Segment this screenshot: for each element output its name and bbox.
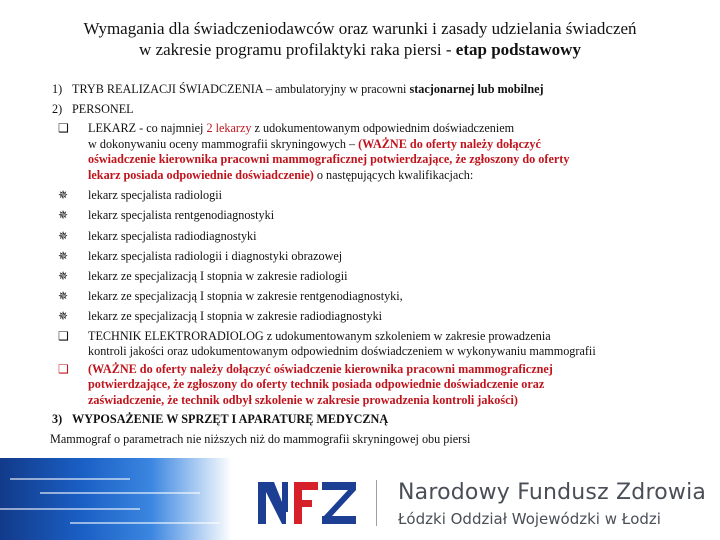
- checkbox-bullet-icon: ❑: [58, 361, 69, 376]
- star-bullet-icon: ✵: [58, 269, 69, 283]
- section-3-text: Mammograf o parametrach nie niższych niż do mammografii skryningowej obu piersi: [50, 431, 471, 446]
- qualification-text: lekarz specjalista radiodiagnostyki: [88, 228, 257, 243]
- section-3: [52, 410, 702, 430]
- qualification-text: lekarz ze specjalizacją I stopnia w zakresie radiologii: [88, 269, 348, 283]
- technik-note-line-3: zaświadczenie, że technik odbył szkolenie w zakresie prowadzenia kontroli jakości): [88, 392, 518, 407]
- qualification-item: [52, 205, 702, 225]
- qualification-text: lekarz specjalista radiologii: [88, 188, 223, 203]
- star-bullet-icon: ✵: [58, 289, 69, 304]
- technik-note-line-1: (WAŻNE do oferty należy dołączyć oświadczenie kierownika pracowni mammograficznej: [88, 361, 553, 376]
- section-3-number: 3): [52, 412, 63, 427]
- qualification-text: lekarz specjalista radiologii i diagnostyki obrazowej: [88, 248, 343, 263]
- star-bullet-icon: ✵: [58, 208, 69, 223]
- section-1-emphasis: stacjonarnej lub mobilnej: [409, 82, 544, 96]
- qualification-item: [52, 286, 702, 306]
- section-1-text: – ambulatoryjny w pracowni: [262, 82, 410, 96]
- lekarz-item: [52, 121, 702, 183]
- lekarz-note-a: (WAŻNE do oferty należy dołączyć: [358, 136, 541, 151]
- star-bullet-icon: ✵: [58, 309, 69, 324]
- qualification-item: [52, 185, 702, 205]
- lekarz-label: LEKARZ: [88, 121, 137, 136]
- section-2: [52, 100, 702, 120]
- star-bullet-icon: ✵: [58, 188, 69, 203]
- organization-branch: Łódzki Oddział Wojewódzki w Łodzi: [398, 510, 661, 528]
- nfz-logo-n: [258, 482, 288, 524]
- section-1-number: 1): [52, 82, 63, 96]
- lekarz-post: z udokumentowanym odpowiednim doświadczeniem: [251, 121, 515, 136]
- lekarz-tail: o następujących kwalifikacjach:: [313, 167, 474, 182]
- lekarz-line-1: [88, 121, 702, 137]
- section-1-label: TRYB REALIZACJI ŚWIADCZENIA: [72, 82, 263, 96]
- lekarz-pre: - co najmniej: [136, 121, 207, 136]
- page-title: [20, 18, 700, 60]
- section-3-label: WYPOSAŻENIE W SPRZĘT I APARATURĘ MEDYCZNĄ: [72, 412, 389, 427]
- title-line-1: Wymagania dla świadczeniodawców oraz warunki i zasady udzielania świadczeń: [83, 19, 637, 38]
- lekarz-count: 2 lekarzy: [206, 121, 252, 136]
- section-2-number: 2): [52, 101, 63, 116]
- qualification-text: lekarz ze specjalizacją I stopnia w zakresie radiodiagnostyki: [88, 309, 383, 324]
- technik-text-2: kontroli jakości oraz udokumentowanym odpowiednim doświadczeniem w wykonywaniu mammografii: [88, 344, 596, 359]
- nfz-logo-f: [294, 482, 318, 524]
- lekarz-note-b: oświadczenie kierownika pracowni mammograficznej potwierdzające, że zgłoszony do oferty: [88, 152, 570, 167]
- nfz-logo: [256, 478, 360, 528]
- technik-line-1: [88, 329, 702, 345]
- title-line-2-text: w zakresie programu profilaktyki raka piersi -: [139, 40, 456, 59]
- requirements-list: [52, 80, 702, 449]
- title-line-2-bold: etap podstawowy: [455, 40, 581, 59]
- technik-note-item: [52, 362, 702, 409]
- qualification-text: lekarz ze specjalizacją I stopnia w zakresie rentgenodiagnostyki,: [88, 289, 403, 304]
- qualification-item: [52, 306, 702, 326]
- technik-item: [52, 329, 702, 360]
- qualification-item: [52, 226, 702, 246]
- footer-decorative-image: [0, 458, 232, 540]
- footer-divider: [376, 480, 377, 526]
- lekarz-line-2: [88, 137, 702, 153]
- checkbox-bullet-icon: ❑: [58, 121, 69, 136]
- star-bullet-icon: ✵: [58, 228, 69, 243]
- section-1: [52, 80, 702, 100]
- nfz-logo-z: [322, 482, 356, 524]
- organization-name: Narodowy Fundusz Zdrowia: [398, 480, 707, 505]
- section-2-label: PERSONEL: [72, 101, 134, 116]
- lekarz-line-4: [88, 168, 702, 184]
- qualification-text: lekarz specjalista rentgenodiagnostyki: [88, 208, 275, 223]
- technik-note-line-2: potwierdzające, że zgłoszony do oferty technik posiada odpowiednie doświadczenie oraz: [88, 377, 545, 392]
- technik-label: TECHNIK ELEKTRORADIOLOG: [88, 328, 264, 343]
- technik-text-1: z udokumentowanym szkoleniem w zakresie prowadzenia: [263, 328, 551, 343]
- qualification-item: [52, 266, 702, 286]
- title-line-2: [20, 39, 700, 60]
- star-bullet-icon: ✵: [58, 248, 69, 263]
- qualification-item: [52, 246, 702, 266]
- qualification-list: [52, 185, 702, 326]
- lekarz-line-2-text: w dokonywaniu oceny mammografii skryningowych –: [88, 136, 359, 151]
- lekarz-note-c: lekarz posiada odpowiednie doświadczenie): [88, 167, 314, 182]
- checkbox-bullet-icon: ❑: [58, 328, 69, 343]
